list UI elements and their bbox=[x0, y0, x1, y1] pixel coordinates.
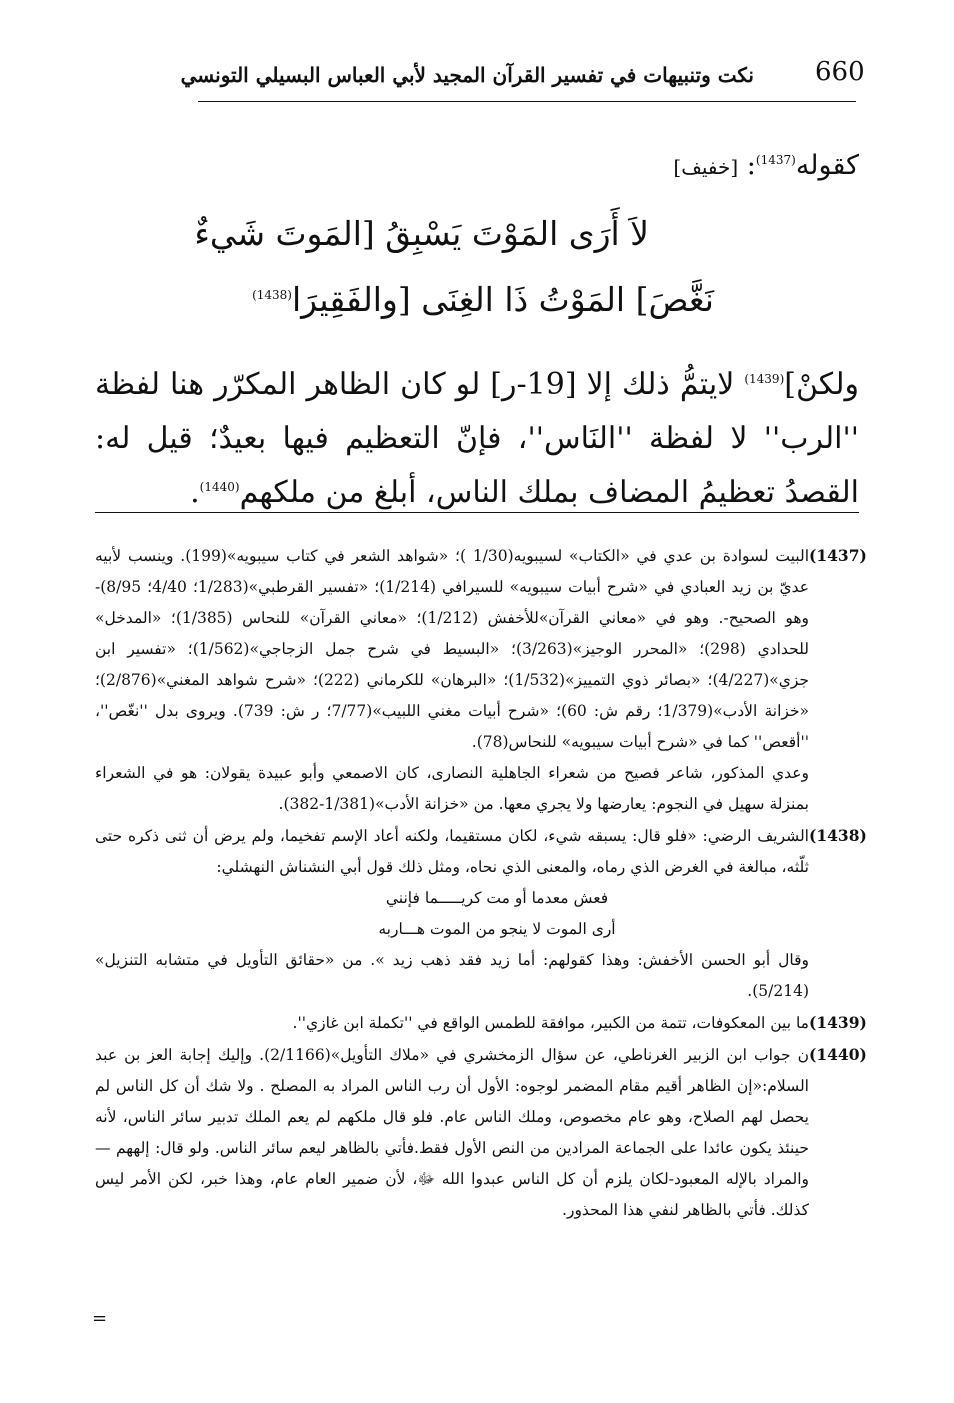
footnote-1437-continuation: وعدي المذكور، شاعر فصيح من شعراء الجاهلية النصارى، كان الاصمعي وأبو عبيدة يقولان: هو في الشعراء بمنزلة سهيل في النجوم: يعارضها ولا يجري معها. من «خزانة الأدب»(1/381-382). bbox=[95, 764, 809, 813]
footnote-ref-1439[interactable]: (1439) bbox=[744, 372, 785, 386]
footnote-poem-line-1: فعش معدما أو مت كريـــــما فإنني bbox=[385, 889, 609, 907]
footnote-1440 bbox=[95, 1039, 867, 1226]
footnote-1438 bbox=[95, 820, 867, 883]
footnote-ref-1440[interactable]: (1440) bbox=[199, 480, 240, 494]
verse-line-2-text: نَغَّصَ] المَوْتُ ذَا الغِنَى [والفَقِيرَا bbox=[291, 280, 714, 319]
footnote-1437 bbox=[95, 540, 867, 758]
footnote-number: (1439) bbox=[809, 1013, 867, 1032]
footnotes bbox=[95, 540, 867, 1226]
main-paragraph bbox=[95, 358, 859, 520]
main-text-part2: لايتمُّ ذلك إلا [19-ر] لو كان الظاهر المكرّر هنا لفظة ''الرب'' لا لفظة ''النَاس''، فإنّ التعظيم فيها بعيدٌ؛ قيل له: القصدُ تعظيمُ المضاف بملك الناس، أبلغ من ملكهم bbox=[95, 367, 859, 510]
footnote-poem-line-2: أرى الموت لا ينجو من الموت هـــاربه bbox=[378, 920, 616, 938]
main-text-part3: . bbox=[190, 475, 200, 510]
quote-intro bbox=[673, 150, 859, 181]
continuation-mark: = bbox=[92, 1308, 108, 1329]
footnote-text: ن جواب ابن الزبير الغرناطي، عن سؤال الزمخشري في «ملاك التأويل»(2/1166). وإليك إجابة العز بن عبد السلام:«إن الظاهر أقيم مقام المضمر لوجوه: الأول أن رب الناس المراد به المصلح . ولا شك أن كل الناس لم يحصل لهم الصلاح، وهو عام مخصوص، وملك الناس عام. فلو قال ملكهم لم يعم الملك تدبير سائر الناس، لأنه حينئذ يكون عائدا على الجماعة المرادين من النص الأول فقط.فأتي بالظاهر ليعم سائر الناس. ولو قال: إلههم —والمراد بالإله المعبود-لكان يلزم أن كل الناس عبدوا الله ﷻ، لأن ضمير العام عام، وهذا خبر، لكن الأمر ليس كذلك. فأتي بالظاهر لنفي هذا المحذور. bbox=[95, 1046, 809, 1219]
quote-intro-colon: : bbox=[738, 150, 756, 181]
footnote-number: (1438) bbox=[809, 826, 867, 845]
header-rule bbox=[198, 101, 856, 102]
poetic-meter: [خفيف] bbox=[673, 155, 739, 179]
page-number: 660 bbox=[815, 57, 865, 87]
footnote-ref-1437[interactable]: (1437) bbox=[755, 153, 796, 167]
footnote-ref-1438[interactable]: (1438) bbox=[252, 288, 292, 302]
footnote-number: (1437) bbox=[809, 546, 867, 565]
footnote-separator bbox=[95, 512, 859, 513]
footnote-number: (1440) bbox=[809, 1045, 867, 1064]
verse-line-2 bbox=[252, 280, 714, 319]
quote-intro-text: كقوله bbox=[795, 150, 859, 181]
running-title: نكت وتنبيهات في تفسير القرآن المجيد لأبي العباس البسيلي التونسي bbox=[180, 63, 754, 87]
verse-line-1: لاَ أَرَى المَوْتَ يَسْبِقُ [المَوتَ شَيءٌ bbox=[194, 214, 649, 253]
footnote-text: الشريف الرضي: «فلو قال: يسبقه شيء، لكان مستقيما، ولكنه أعاد الإسم تفخيما، ولم يرض أن ثنى ذكره حتى ثلّثه، مبالغة في الغرض الذي رماه، والمعنى الذي نحاه، ومثل ذلك قول أبي النشناش النهشلي: bbox=[95, 827, 809, 876]
footnote-text: ما بين المعكوفات، تتمة من الكبير، موافقة للطمس الواقع في ''تكملة ابن غازي''. bbox=[292, 1014, 809, 1032]
footnote-1438-continuation: وقال أبو الحسن الأخفش: وهذا كقولهم: أما زيد فقد ذهب زيد ». من «حقائق التأويل في متشابه التنزيل» (5/214). bbox=[95, 951, 809, 1000]
main-text-part1: ولكنْ] bbox=[784, 367, 859, 402]
footnote-text: البيت لسوادة بن عدي في «الكتاب» لسيبويه(1/30 )؛ «شواهد الشعر في كتاب سيبويه»(199). وينسب لأبيه عديّ بن زيد العبادي في «شرح أبيات سيبويه» للسيرافي (1/214)؛ «تفسير القرطبي»(1/283؛ 4/40؛ 8/95)-وهو الصحيح-. وهو في «معاني القرآن»للأخفش (1/212)؛ «معاني القرآن» للنحاس (1/385)؛ «المدخل» للحدادي (298)؛ «المحرر الوجيز»(3/263)؛ «البسيط في شرح جمل الزجاجي»(1/562)؛ «تفسير ابن جزي»(4/227)؛ «بصائر ذوي التمييز»(1/532)؛ «البرهان» للكرماني (222)؛ «شرح شواهد المغني»(2/876)؛ «خزانة الأدب»(1/379؛ رقم ش: 60)؛ «شرح أبيات مغني اللبيب»(7/77؛ ر ش: 739). ويروى بدل ''نغّص''، ''أقعص'' كما في «شرح أبيات سيبويه» للنحاس(78). bbox=[95, 547, 810, 751]
footnote-1439 bbox=[95, 1007, 867, 1039]
